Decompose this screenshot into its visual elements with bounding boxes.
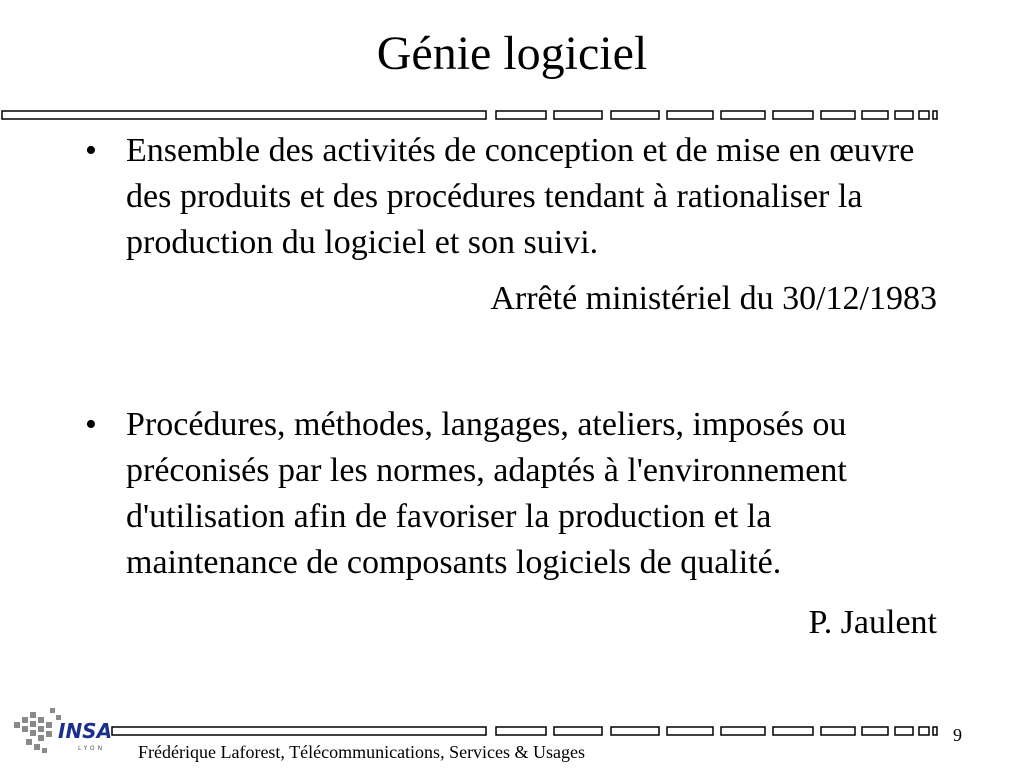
bullet-text: Ensemble des activités de conception et de mise en œuvre des produits et des procédures tendant à rationaliser la production du logiciel et son suivi.: [126, 132, 915, 261]
bottom-divider: [0, 724, 1024, 738]
slide-title: Génie logiciel: [376, 27, 648, 80]
logo-subtext: LYON: [78, 745, 106, 752]
logo-text: INSA: [58, 719, 113, 743]
bullet-attribution: Arrêté ministériel du 30/12/1983: [490, 280, 937, 317]
bullet-text: Procédures, méthodes, langages, ateliers, imposés ou préconisés par les normes, adaptés à l'environnement d'utilisation afin de favoriser la production et la maintenance de composants logiciels de qualité.: [126, 406, 847, 581]
slide-content: [85, 128, 955, 646]
bullet-point-icon: •: [85, 406, 97, 443]
bullet-attribution: P. Jaulent: [808, 604, 937, 641]
bullet-item: [85, 402, 955, 586]
top-divider: [0, 108, 1024, 122]
footer-author: Frédérique Laforest, Télécommunications, Services & Usages: [138, 742, 586, 762]
bullet-point-icon: •: [85, 132, 97, 169]
page-number: 9: [953, 725, 962, 745]
bullet-item: [85, 128, 955, 266]
